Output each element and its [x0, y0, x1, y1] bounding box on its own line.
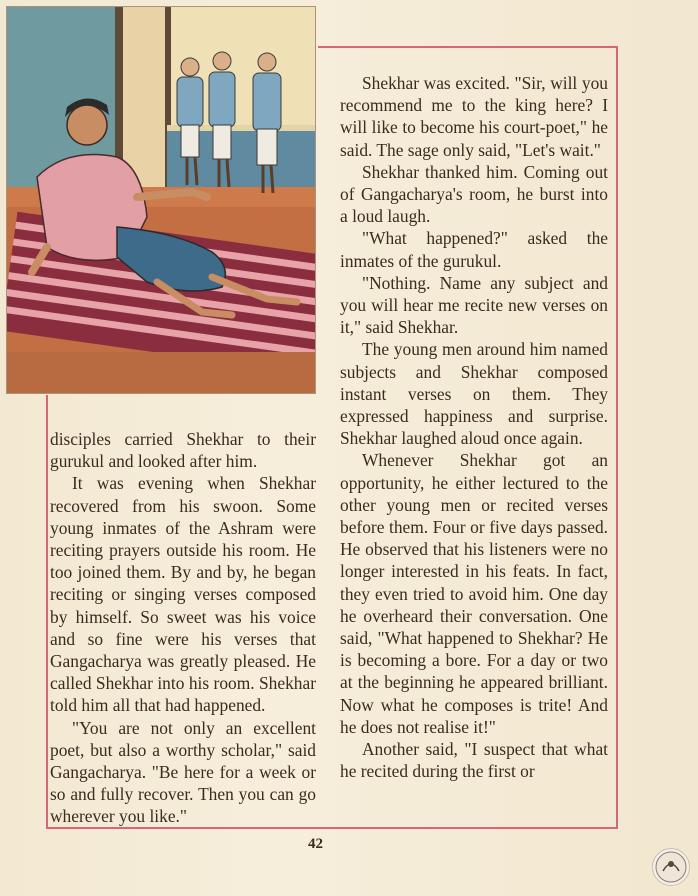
paragraph: Shekhar was excited. "Sir, will you recommend me to the king here? I will like to become his court-poet," he said. The sage only said, "Let's wait." [340, 73, 608, 160]
right-border [616, 46, 618, 828]
page-number: 42 [308, 836, 323, 852]
story-illustration [6, 6, 316, 394]
paragraph: Shekhar thanked him. Coming out of Gangacharya's room, he burst into a loud laugh. [340, 161, 608, 227]
paragraph: "You are not only an excellent poet, but also a worthy scholar," said Gangacharya. "Be here for a week or so and fully recover. Then you can go wherever you like." [50, 717, 316, 827]
paragraph: "What happened?" asked the inmates of the gurukul. [340, 228, 608, 271]
left-border [46, 395, 48, 827]
paragraph: It was evening when Shekhar recovered from his swoon. Some young inmates of the Ashram were reciting prayers outside his room. He too joined them. By and by, he began reciting or singing verses composed by himself. So sweet was his voice and so fine were his verses that Gangacharya was greatly pleased. He called Shekhar into his room. Shekhar told him all that had happened. [50, 473, 316, 716]
paragraph: "Nothing. Name any subject and you will hear me recite new verses on it," said Shekhar. [340, 272, 608, 338]
paragraph: Another said, "I suspect that what he recited during the first or [340, 739, 608, 782]
paragraph: disciples carried Shekhar to their gurukul and looked after him. [50, 429, 316, 472]
right-text-column [340, 72, 608, 783]
paragraph: The young men around him named subjects and Shekhar composed instant verses on them. They expressed happiness and surprise. Shekhar laughed aloud once again. [340, 339, 608, 449]
left-text-column [50, 428, 316, 828]
top-border [318, 46, 618, 48]
publisher-logo-icon [652, 848, 690, 886]
paragraph: Whenever Shekhar got an opportunity, he either lectured to the other young men or recited verses before them. Four or five days passed. He observed that his listeners were no longer interested in his feats. In fact, they even tried to avoid him. One day he overheard their conversation. One said, "What happened to Shekhar? He is becoming a bore. For a day or two at the beginning he appeared brilliant. Now what he composes is trite! And he does not realise it!" [340, 450, 608, 737]
